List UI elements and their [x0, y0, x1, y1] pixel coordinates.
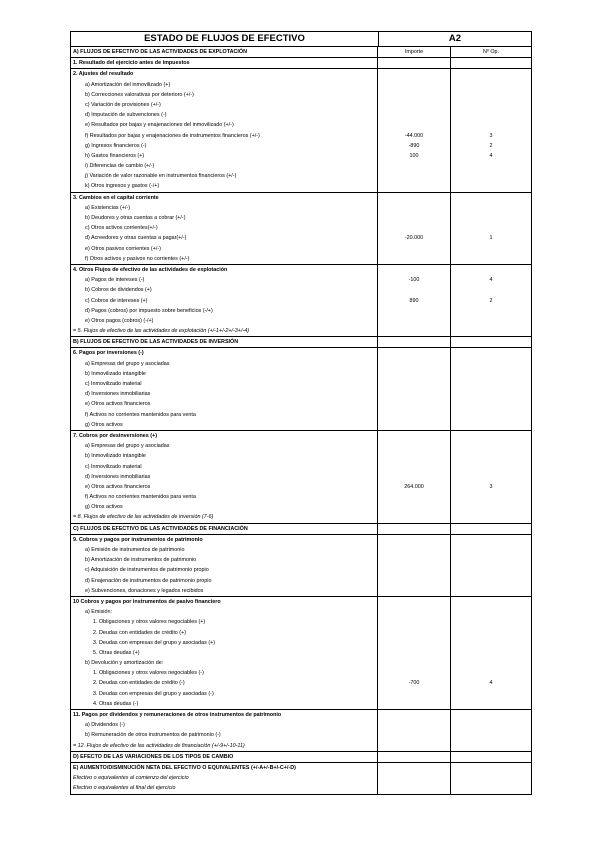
- table-row: [71, 181, 531, 191]
- row-label: E) AUMENTO/DISMINUCIÓN NETA DEL EFECTIVO O EQUIVALENTES (+/-A+/-B+/-C+/-D): [71, 763, 378, 773]
- row-importe: [378, 689, 451, 699]
- table-row: [71, 762, 531, 773]
- table-row: [71, 658, 531, 668]
- row-importe: [378, 399, 451, 409]
- row-label: h) Gastos financieros (+): [71, 151, 378, 161]
- row-importe: [378, 741, 451, 751]
- row-importe: [378, 763, 451, 773]
- row-op-number: [451, 90, 531, 100]
- row-label: 4. Otras deudas (-): [71, 699, 378, 709]
- table-row: [71, 141, 531, 151]
- table-row: [71, 430, 531, 441]
- row-importe: -20.000: [378, 233, 451, 243]
- row-op-number: [451, 359, 531, 369]
- row-label: 3. Deudas con empresas del grupo y asociadas (-): [71, 689, 378, 699]
- row-label: a) Emisión:: [71, 607, 378, 617]
- table-row: [71, 264, 531, 275]
- row-op-number: 3: [489, 483, 493, 490]
- table-row: [71, 482, 531, 492]
- table-row: [71, 741, 531, 751]
- row-label: e) Resultados por bajas y enajenaciones del inmovilizado (+/-): [71, 120, 378, 130]
- row-op-number: [451, 617, 531, 627]
- row-op-number: 4: [489, 680, 493, 687]
- row-label: 3. Cambios en el capital corriente: [71, 193, 378, 203]
- table-row: [71, 100, 531, 110]
- row-label: 2. Ajustes del resultado: [71, 69, 378, 79]
- row-label: b) Correcciones valorativas por deterioro (+/-): [71, 90, 378, 100]
- row-label: e) Otros activos financieros: [71, 482, 378, 492]
- row-label: c) Adquisición de instrumentos de patrimonio propio: [71, 565, 378, 575]
- row-label: d) Imputación de subvenciones (-): [71, 110, 378, 120]
- row-op-number: [451, 254, 531, 264]
- row-importe: Importe: [378, 47, 451, 57]
- row-label: 9. Cobros y pagos por instrumentos de patrimonio: [71, 535, 378, 545]
- row-importe: [378, 69, 451, 79]
- row-op-number: [451, 502, 531, 512]
- row-importe: [378, 193, 451, 203]
- document-title: ESTADO DE FLUJOS DE EFECTIVO: [71, 32, 379, 46]
- table-row: [71, 223, 531, 233]
- table-row: [71, 596, 531, 607]
- table-row: [71, 336, 531, 347]
- row-op-number: [451, 648, 531, 658]
- row-op-number: 3: [489, 132, 493, 139]
- table-row: [71, 545, 531, 555]
- row-op-number: [451, 410, 531, 420]
- row-label: 10 Cobros y pagos por instrumentos de pasivo financiero: [71, 597, 378, 607]
- row-importe: [378, 576, 451, 586]
- row-op-number: [451, 110, 531, 120]
- row-label: g) Otros activos: [71, 502, 378, 512]
- table-row: [71, 492, 531, 502]
- row-importe: [378, 337, 451, 347]
- row-label: d) Pagos (cobros) por impuesto sobre beneficios (-/+): [71, 306, 378, 316]
- row-op-number: [451, 120, 531, 130]
- row-importe: [378, 203, 451, 213]
- row-op-number: [451, 576, 531, 586]
- table-row: [71, 233, 531, 243]
- row-label: 2. Deudas con entidades de crédito (+): [71, 628, 378, 638]
- row-label: Efectivo o equivalentes al final del ejercicio: [71, 783, 378, 793]
- table-row: [71, 628, 531, 638]
- table-row: [71, 57, 531, 68]
- row-label: f) Resultados por bajas y enajenaciones de instrumentos financieros (+/-): [71, 131, 378, 141]
- table-row: [71, 316, 531, 326]
- row-op-number: [451, 555, 531, 565]
- table-row: [71, 213, 531, 223]
- table-row: [71, 678, 531, 688]
- row-op-number: [451, 565, 531, 575]
- row-label: 1. Obligaciones y otros valores negociables (+): [71, 617, 378, 627]
- row-op-number: [451, 306, 531, 316]
- table-row: [71, 565, 531, 575]
- row-op-number: [451, 161, 531, 171]
- row-importe: [378, 316, 451, 326]
- row-op-number: [451, 69, 531, 79]
- row-label: e) Otros activos financieros: [71, 399, 378, 409]
- row-label: e) Otros pagos (cobros) (-/+): [71, 316, 378, 326]
- row-label: = 12. Flujos de efectivo de las actividades de financiación (+/-9+/-10-11): [71, 741, 378, 751]
- row-op-number: [451, 213, 531, 223]
- row-op-number: 2: [489, 297, 493, 304]
- row-op-number: [451, 348, 531, 358]
- row-importe: [378, 285, 451, 295]
- row-label: = 5. Flujos de efectivo de las actividades de explotación (+/-1+/-2+/-3+/-4): [71, 326, 378, 336]
- row-importe: [378, 628, 451, 638]
- table-row: [71, 730, 531, 740]
- row-label: = 8. Flujos de efectivo de las actividades de inversión (7-6): [71, 512, 378, 522]
- row-importe: [378, 359, 451, 369]
- row-label: 4. Otros Flujos de efectivo de las actividades de explotación: [71, 265, 378, 275]
- row-importe: [378, 586, 451, 596]
- row-importe: [378, 607, 451, 617]
- table-row: [71, 689, 531, 699]
- row-label: b) Inmovilizado intangible: [71, 369, 378, 379]
- row-op-number: [451, 689, 531, 699]
- row-importe: [378, 773, 451, 783]
- table-row: [71, 285, 531, 295]
- row-importe: [378, 730, 451, 740]
- row-label: k) Otros ingresos y gastos (-/+): [71, 181, 378, 191]
- row-op-number: [451, 668, 531, 678]
- row-importe: 890: [378, 296, 451, 306]
- table-row: [71, 379, 531, 389]
- row-op-number: [451, 171, 531, 181]
- row-op-number: [451, 379, 531, 389]
- row-importe: [378, 783, 451, 793]
- row-label: b) Remuneración de otros instrumentos de patrimonio (-): [71, 730, 378, 740]
- table-row: [71, 773, 531, 783]
- row-importe: [378, 638, 451, 648]
- table-row: [71, 399, 531, 409]
- row-op-number: [451, 658, 531, 668]
- row-op-number: [451, 203, 531, 213]
- row-op-number: [451, 628, 531, 638]
- row-label: c) Cobros de intereses (+): [71, 296, 378, 306]
- table-row: [71, 523, 531, 534]
- row-importe: [378, 710, 451, 720]
- row-op-number: [451, 389, 531, 399]
- table-row: [71, 296, 531, 306]
- row-label: d) Inversiones inmobiliarias: [71, 472, 378, 482]
- row-importe: [378, 597, 451, 607]
- row-op-number: [451, 720, 531, 730]
- row-op-number: [451, 326, 531, 336]
- row-label: 2. Deudas con entidades de crédito (-): [71, 678, 378, 688]
- row-importe: [378, 100, 451, 110]
- row-importe: [378, 420, 451, 430]
- row-op-number: [451, 181, 531, 191]
- row-op-number: [451, 512, 531, 522]
- row-label: a) Amortización del inmovilizado (+): [71, 80, 378, 90]
- row-label: b) Devolución y amortización de:: [71, 658, 378, 668]
- row-label: b) Deudores y otras cuentas a cobrar (+/-): [71, 213, 378, 223]
- table-row: [71, 502, 531, 512]
- row-label: D) EFECTO DE LAS VARIACIONES DE LOS TIPOS DE CAMBIO: [71, 752, 378, 762]
- row-importe: [378, 389, 451, 399]
- row-op-number: [451, 783, 531, 793]
- table-row: [71, 306, 531, 316]
- row-label: d) Enajenación de instrumentos de patrimonio propio: [71, 576, 378, 586]
- row-importe: [378, 492, 451, 502]
- row-op-number: [451, 586, 531, 596]
- row-importe: -890: [378, 141, 451, 151]
- row-op-number: [451, 265, 531, 275]
- row-op-number: [451, 337, 531, 347]
- row-importe: [378, 171, 451, 181]
- row-op-number: [451, 773, 531, 783]
- row-op-number: [451, 752, 531, 762]
- table-row: [71, 668, 531, 678]
- row-op-number: 2: [489, 142, 493, 149]
- row-op-number: [451, 285, 531, 295]
- row-op-number: [451, 710, 531, 720]
- row-label: a) Emisión de instrumentos de patrimonio: [71, 545, 378, 555]
- table-body: [71, 47, 531, 794]
- row-importe: [378, 658, 451, 668]
- row-importe: [378, 545, 451, 555]
- row-label: 1. Obligaciones y otros valores negociables (-): [71, 668, 378, 678]
- table-row: [71, 420, 531, 430]
- table-row: [71, 699, 531, 709]
- row-label: b) Inmovilizado intangible: [71, 451, 378, 461]
- row-importe: [378, 348, 451, 358]
- table-row: [71, 389, 531, 399]
- row-label: c) Inmovilizado material: [71, 462, 378, 472]
- row-importe: [378, 223, 451, 233]
- table-row: [71, 80, 531, 90]
- table-row: [71, 709, 531, 720]
- table-row: [71, 151, 531, 161]
- row-label: 7. Cobros por desinversiones (+): [71, 431, 378, 441]
- table-row: [71, 244, 531, 254]
- table-row: [71, 555, 531, 565]
- row-op-number: [451, 699, 531, 709]
- row-label: e) Subvenciones, donaciones y legados recibidos: [71, 586, 378, 596]
- row-label: c) Otros activos corrientes(+/-): [71, 223, 378, 233]
- table-row: [71, 192, 531, 203]
- row-op-number: [451, 524, 531, 534]
- row-importe: [378, 379, 451, 389]
- row-label: Efectivo o equivalentes al comienzo del ejercicio: [71, 773, 378, 783]
- row-op-number: [451, 545, 531, 555]
- row-label: a) Empresas del grupo y asociadas: [71, 441, 378, 451]
- row-label: B) FLUJOS DE EFECTIVO DE LAS ACTIVIDADES DE INVERSIÓN: [71, 337, 378, 347]
- row-label: d) Acreedores y otras cuentas a pagar(+/-): [71, 233, 378, 243]
- row-importe: [378, 369, 451, 379]
- row-label: C) FLUJOS DE EFECTIVO DE LAS ACTIVIDADES DE FINANCIACIÓN: [71, 524, 378, 534]
- table-row: [71, 161, 531, 171]
- row-importe: [378, 213, 451, 223]
- row-op-number: [451, 80, 531, 90]
- row-importe: [378, 648, 451, 658]
- row-importe: [378, 524, 451, 534]
- table-row: [71, 110, 531, 120]
- row-op-number: [451, 638, 531, 648]
- cash-flow-statement-table: [70, 31, 532, 795]
- row-op-number: [451, 472, 531, 482]
- row-importe: [378, 306, 451, 316]
- row-op-number: [451, 316, 531, 326]
- row-op-number: [451, 193, 531, 203]
- row-importe: [378, 512, 451, 522]
- document-code: A2: [448, 33, 462, 44]
- table-row: [71, 90, 531, 100]
- row-op-number: [451, 492, 531, 502]
- row-op-number: 4: [489, 152, 493, 159]
- row-op-number: [451, 462, 531, 472]
- table-row: [71, 607, 531, 617]
- row-importe: [378, 410, 451, 420]
- row-op-number: [451, 535, 531, 545]
- row-label: j) Variación de valor razonable en instrumentos financieros (+/-): [71, 171, 378, 181]
- row-importe: [378, 752, 451, 762]
- row-importe: [378, 555, 451, 565]
- row-op-number: [451, 244, 531, 254]
- row-op-number: [451, 451, 531, 461]
- row-label: i) Diferencias de cambio (+/-): [71, 161, 378, 171]
- row-importe: 264.000: [378, 482, 451, 492]
- row-importe: [378, 535, 451, 545]
- row-importe: [378, 472, 451, 482]
- row-importe: 100: [378, 151, 451, 161]
- row-label: b) Amortización de instrumentos de patrimonio: [71, 555, 378, 565]
- table-row: [71, 203, 531, 213]
- row-importe: [378, 668, 451, 678]
- table-row: [71, 512, 531, 522]
- table-row: [71, 275, 531, 285]
- table-row: [71, 359, 531, 369]
- table-row: [71, 586, 531, 596]
- table-row: [71, 410, 531, 420]
- row-importe: [378, 441, 451, 451]
- row-label: A) FLUJOS DE EFECTIVO DE LAS ACTIVIDADES DE EXPLOTACIÓN: [71, 47, 378, 57]
- row-op-number: [451, 763, 531, 773]
- row-importe: [378, 699, 451, 709]
- table-row: [71, 171, 531, 181]
- row-importe: [378, 502, 451, 512]
- table-row: [71, 462, 531, 472]
- row-op-number: Nº Op.: [482, 49, 500, 55]
- row-op-number: [451, 741, 531, 751]
- row-label: 1. Resultado del ejercicio antes de impuestos: [71, 58, 378, 68]
- row-op-number: [451, 399, 531, 409]
- row-importe: [378, 244, 451, 254]
- row-label: f) Activos no corrientes mantenidos para venta: [71, 410, 378, 420]
- row-label: a) Existencias (+/-): [71, 203, 378, 213]
- row-label: c) Inmovilizado material: [71, 379, 378, 389]
- row-importe: -100: [378, 275, 451, 285]
- row-op-number: [451, 420, 531, 430]
- row-importe: -44.000: [378, 131, 451, 141]
- row-label: f) Activos no corrientes mantenidos para venta: [71, 492, 378, 502]
- table-row: [71, 68, 531, 79]
- table-row: [71, 120, 531, 130]
- table-row: [71, 576, 531, 586]
- row-label: a) Empresas del grupo y asociadas: [71, 359, 378, 369]
- row-importe: [378, 110, 451, 120]
- row-importe: [378, 254, 451, 264]
- row-importe: [378, 120, 451, 130]
- row-importe: [378, 462, 451, 472]
- row-op-number: [451, 441, 531, 451]
- row-importe: [378, 565, 451, 575]
- row-label: 6. Pagos por inversiones (-): [71, 348, 378, 358]
- row-label: b) Cobros de dividendos (+): [71, 285, 378, 295]
- row-op-number: [451, 597, 531, 607]
- row-importe: [378, 431, 451, 441]
- row-importe: [378, 80, 451, 90]
- row-op-number: [451, 223, 531, 233]
- row-label: 3. Deudas con empresas del grupo y asociadas (+): [71, 638, 378, 648]
- row-op-number: 1: [489, 235, 493, 242]
- row-label: g) Otros activos: [71, 420, 378, 430]
- row-importe: [378, 720, 451, 730]
- row-label: 5. Otras deudas (+): [71, 648, 378, 658]
- row-label: 11. Pagos por dividendos y remuneraciones de otros instrumentos de patrimonio: [71, 710, 378, 720]
- row-label: a) Dividendos (-): [71, 720, 378, 730]
- table-row: [71, 441, 531, 451]
- table-row: [71, 347, 531, 358]
- row-op-number: [451, 58, 531, 68]
- row-label: d) Inversiones inmobiliarias: [71, 389, 378, 399]
- table-row: [71, 369, 531, 379]
- table-row: [71, 451, 531, 461]
- table-row: [71, 47, 531, 57]
- row-op-number: [451, 431, 531, 441]
- row-importe: [378, 161, 451, 171]
- row-importe: -700: [378, 678, 451, 688]
- table-row: [71, 254, 531, 264]
- row-op-number: 4: [489, 277, 493, 284]
- row-importe: [378, 181, 451, 191]
- row-importe: [378, 58, 451, 68]
- row-label: f) Otros activos y pasivos no corrientes (+/-): [71, 254, 378, 264]
- table-row: [71, 472, 531, 482]
- table-header: [71, 32, 531, 47]
- row-op-number: [451, 100, 531, 110]
- row-op-number: [451, 369, 531, 379]
- table-row: [71, 720, 531, 730]
- table-row: [71, 617, 531, 627]
- row-label: e) Otros pasivos corrientes (+/-): [71, 244, 378, 254]
- row-op-number: [451, 730, 531, 740]
- row-importe: [378, 326, 451, 336]
- table-row: [71, 326, 531, 336]
- row-importe: [378, 617, 451, 627]
- table-row: [71, 534, 531, 545]
- row-label: c) Variación de provisiones (+/-): [71, 100, 378, 110]
- table-row: [71, 638, 531, 648]
- table-row: [71, 783, 531, 793]
- row-op-number: [451, 607, 531, 617]
- row-importe: [378, 265, 451, 275]
- row-label: a) Pagos de intereses (-): [71, 275, 378, 285]
- table-row: [71, 648, 531, 658]
- row-importe: [378, 90, 451, 100]
- table-row: [71, 131, 531, 141]
- row-importe: [378, 451, 451, 461]
- row-label: g) Ingresos financieros (-): [71, 141, 378, 151]
- table-row: [71, 751, 531, 762]
